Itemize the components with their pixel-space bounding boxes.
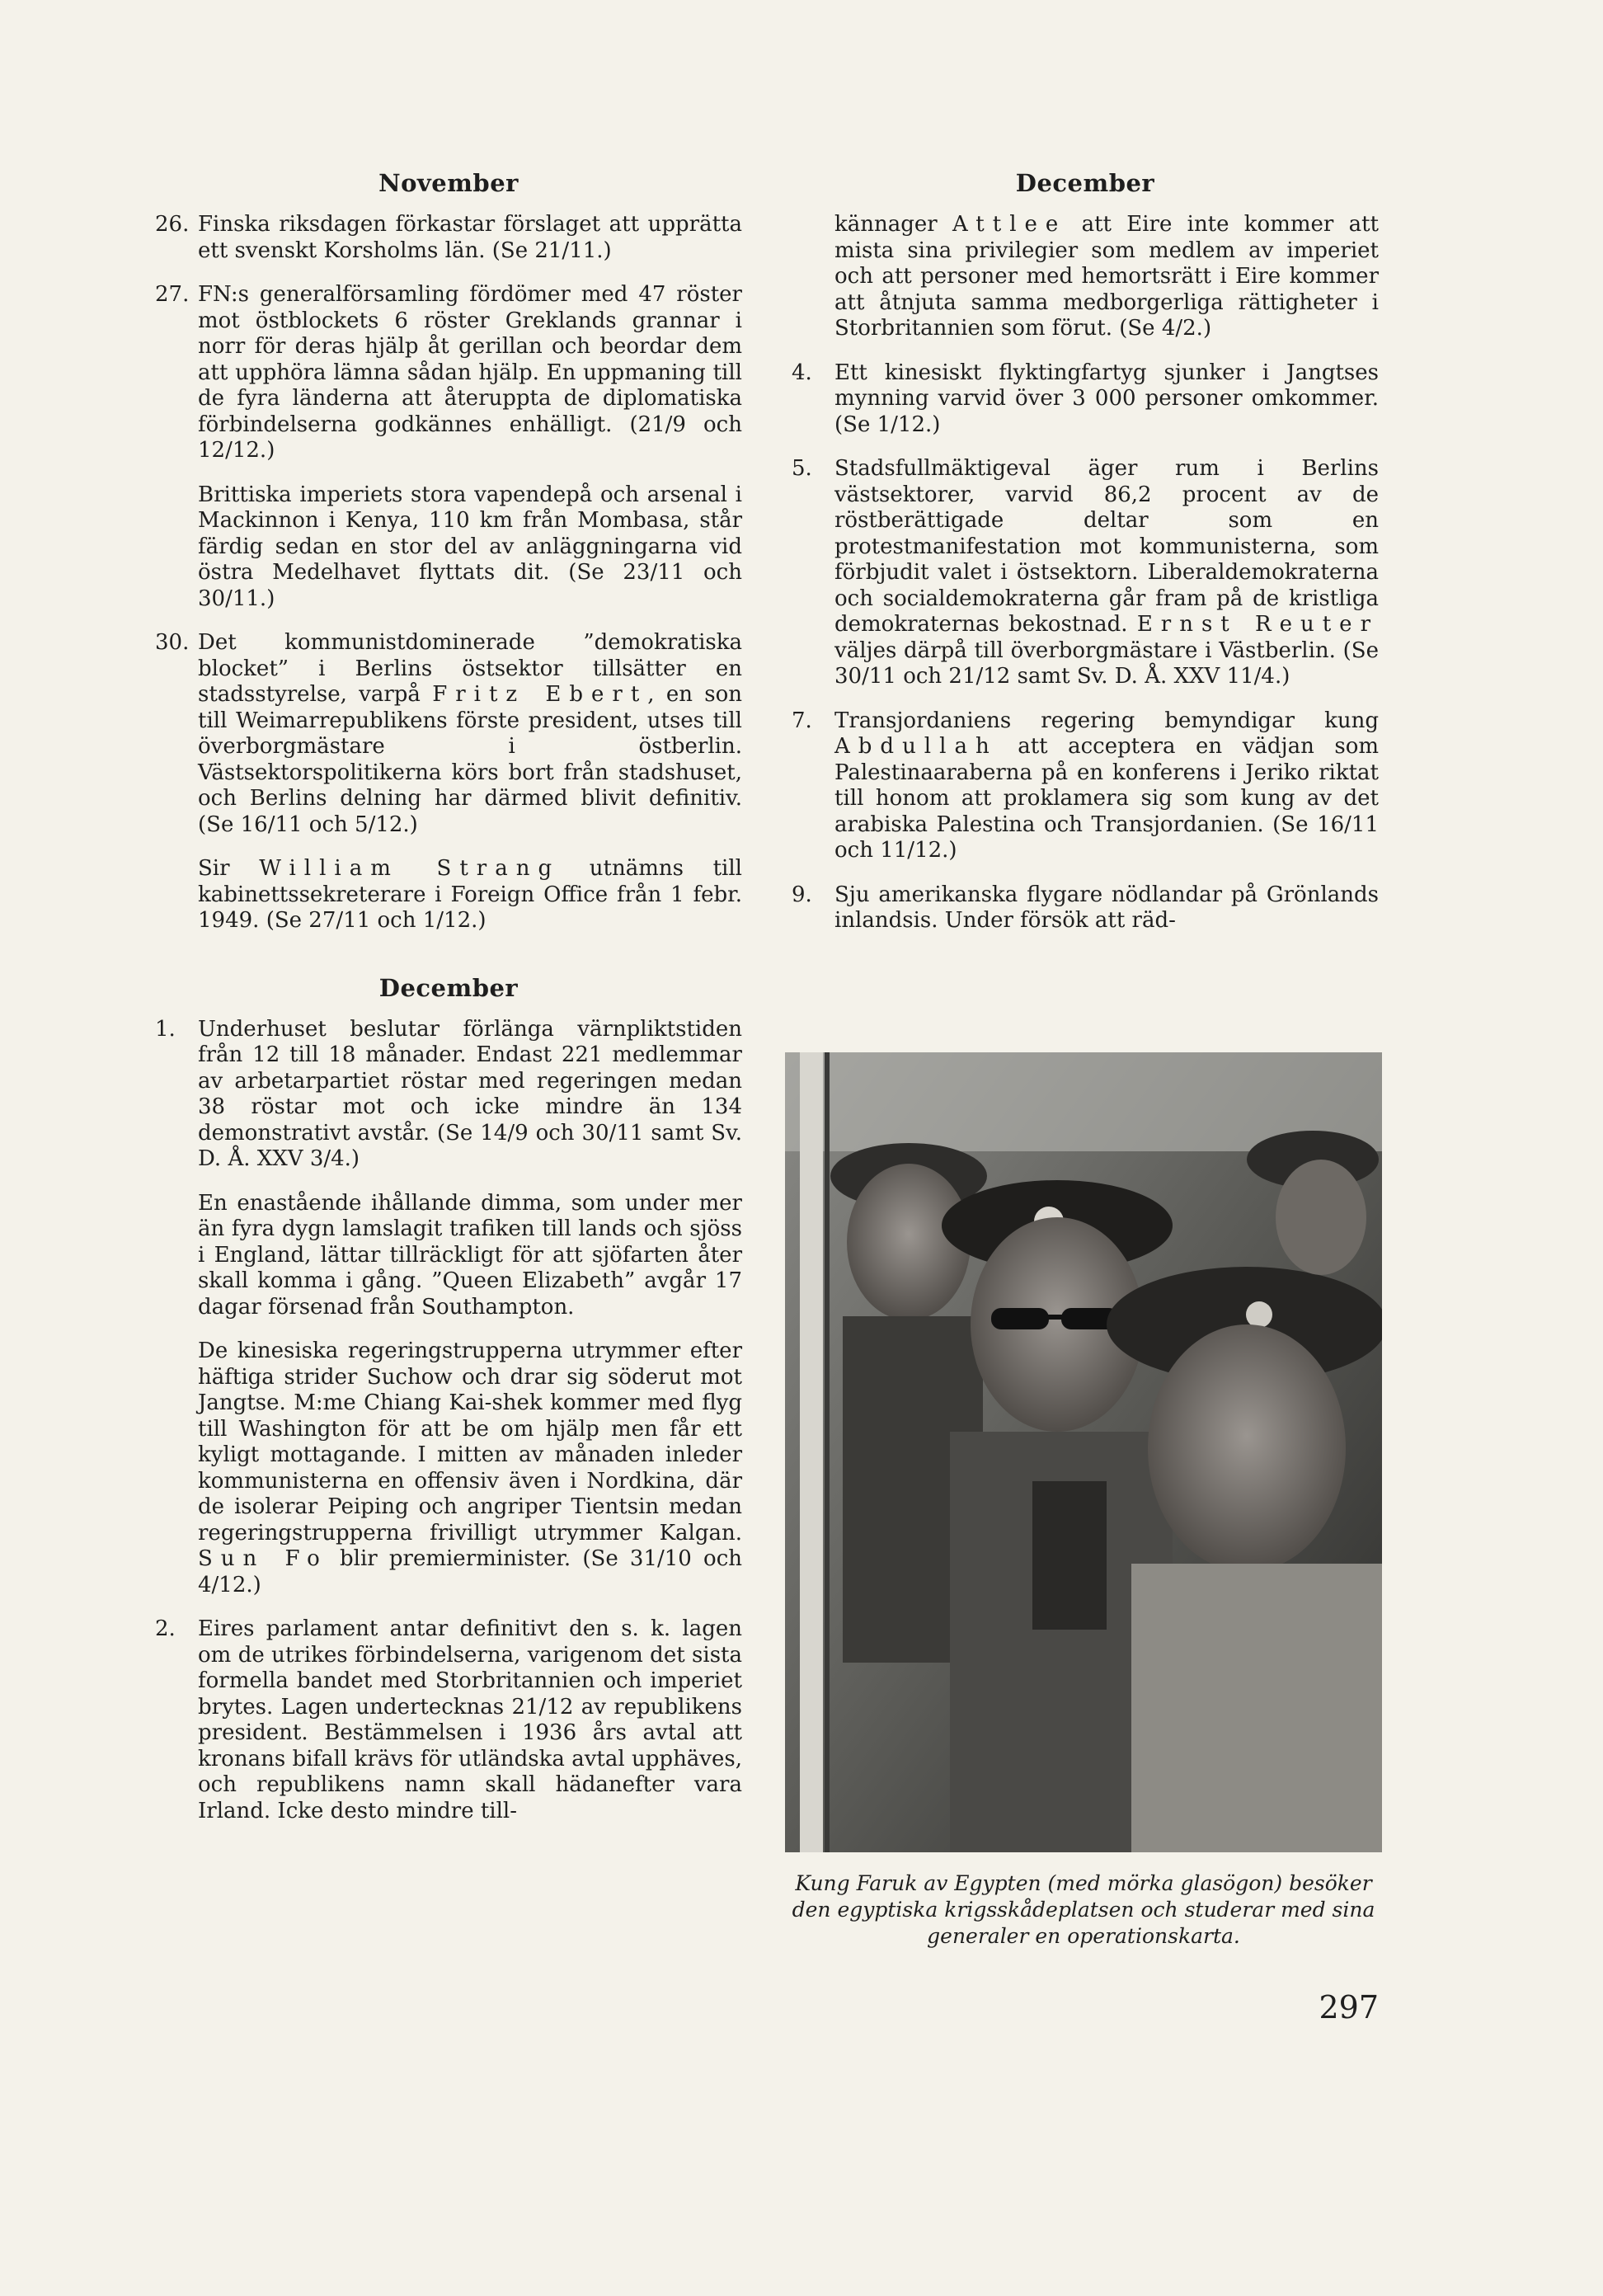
text-run: Stadsfullmäktigeval äger rum i Berlins västsektorer, varvid 86,2 procent av de röstberättigade deltar som en protestmanifestation mot kommunisterna, som förbjudit valet i östsektorn. Liberaldemokraterna och socialdemokraterna går fram på de kristliga demokraternas bekostnad. [834,456,1379,637]
entry-text: Ett kinesiskt flyktingfartyg sjunker i Jangtses mynning varvid över 3 000 personer omkommer. (Se 1/12.) [834,360,1379,437]
photograph-officers-icon [785,1052,1382,1852]
entry-dec-9 [792,882,1379,934]
person-name: Fritz Ebert [432,682,648,707]
page-number: 297 [1319,1989,1379,2025]
text-run: , en son till Weimarrepublikens förste president, utses till överborgmästare i östberlin. Västsektorspolitikerna körs bort från stadshuset, och Berlins delning har därmed blivit definitiv. (Se 16/11 och 5/12.) [198,682,742,837]
heading-december-continued: December [1015,169,1155,197]
entry-text: Underhuset beslutar förlänga värnpliktstiden från 12 till 18 månader. Endast 221 medlemmar av arbetarpartiet röstar med regeringen medan 38 röstar mot och icke mindre än 134 demonstrativt avstår. (Se 14/9 och 30/11 samt Sv. D. Å. XXV 3/4.) [198,1016,742,1171]
entry-number: 27. [155,282,190,307]
entry-dec-5 [792,456,1379,690]
entry-dec-2 [155,1616,742,1824]
entry-text: Eires parlament antar definitivt den s. k. lagen om de utrikes förbindelserna, varigenom det sista formella bandet med Storbritannien och imperiet brytes. Lagen undertecknas 21/12 av republikens president. Bestämmelsen i 1936 års avtal att kronans bifall krävs för utländska avtal upphäves, och republikens namn skall hädanefter vara Irland. Icke desto mindre till- [198,1616,742,1823]
entry-nov-30 [155,630,742,934]
entry-nov-27 [155,282,742,612]
entry-number: 5. [792,456,812,481]
text-run: kännager [834,212,952,237]
text-run: väljes därpå till överborgmästare i Västberlin. (Se 30/11 och 21/12 samt Sv. D. Å. XXV 11/4.) [834,638,1379,689]
person-name: Sun Fo [198,1546,328,1571]
text-run: utnämns till kabinettssekreterare i Foreign Office från 1 febr. 1949. (Se 27/11 och 1/12.) [198,856,742,933]
person-name: Ernst Reuter [1136,612,1379,637]
text-run: Sir [198,856,260,881]
left-column [155,169,742,1842]
person-name: William Strang [259,856,561,881]
entry-text: En enastående ihållande dimma, som under mer än fyra dygn lamslagit trafiken till lands och sjöss i England, lättar tillräckligt för att sjöfarten åter skall komma i gång. ”Queen Elizabeth” avgår 17 dagar försenad från Southampton. [198,1190,742,1320]
entry-text [198,856,742,934]
entry-number: 9. [792,882,812,907]
entry-continuation [834,212,1379,342]
heading-december: December [378,973,519,1002]
entry-number: 2. [155,1616,176,1641]
entry-dec-1 [155,1017,742,1599]
text-run: Transjordaniens regering bemyndigar kung [834,708,1379,733]
entry-number: 7. [792,708,812,733]
text-run: blir premierminister. (Se 31/10 och 4/12.) [198,1546,743,1597]
entry-number: 30. [155,630,190,655]
right-column [792,169,1379,953]
entry-text: FN:s generalförsamling fördömer med 47 röster mot östblockets 6 röster Greklands grannar i norr för deras hjälp åt gerillan och beordar dem att upphöra lämna sådan hjälp. En uppmaning till de fyra länderna att återuppta de diplomatiska förbindelserna godkännes enhälligt. (21/9 och 12/12.) [198,282,742,463]
entry-text: Finska riksdagen förkastar förslaget att upprätta ett svenskt Korsholms län. (Se 21/11.) [198,212,742,263]
text-run: Det kommunistdominerade ”demokratiska blocket” i Berlins östsektor tillsätter en stadsstyrelse, varpå [198,630,742,707]
person-name: Abdullah [834,734,998,759]
photograph [785,1052,1382,1852]
person-name: Attlee [952,212,1067,237]
entry-dec-7 [792,708,1379,864]
text-run: att Eire inte kommer att mista sina privilegier som medlem av imperiet och att personer med hemortsrätt i Eire kommer att åtnjuta samma medborgerliga rättigheter i Storbritannien som förut. (Se 4/2.) [834,212,1379,341]
entry-nov-26 [155,212,742,264]
entry-text: Brittiska imperiets stora vapendepå och arsenal i Mackinnon i Kenya, 110 km från Mombasa, står färdig sedan en stor del av anläggningarna vid östra Medelhavet flyttats dit. (Se 23/11 och 30/11.) [198,482,742,611]
entry-text [198,630,742,838]
entry-number: 1. [155,1016,176,1042]
entry-dec-4 [792,360,1379,439]
entry-text [834,708,1379,864]
entry-text [198,1339,742,1598]
photo-caption: Kung Faruk av Egypten (med mörka glasögon) besöker den egyptiska krigsskådeplatsen och studerar med sina generaler en operationskarta. [792,1871,1375,1948]
entry-text [834,456,1379,690]
entry-text: Sju amerikanska flygare nödlandar på Grönlands inlandsis. Under försök att räd- [834,882,1379,933]
entry-number: 4. [792,360,812,385]
heading-november: November [378,169,519,197]
text-run: att acceptera en vädjan som Palestinaaraberna på en konferens i Jeriko riktat till honom att proklamera sig som kung av det arabiska Palestina och Transjordanien. (Se 16/11 och 11/12.) [834,734,1379,863]
entry-number: 26. [155,212,190,237]
text-run: De kinesiska regeringstrupperna utrymmer efter häftiga strider Suchow och drar sig söderut mot Jangtse. M:me Chiang Kai-shek kommer med flyg till Washington för att be om hjälp men får ett kyligt mottagande. I mitten av månaden inleder kommunisterna en offensiv även i Nordkina, där de isolerar Peiping och angriper Tientsin medan regeringstrupperna frivilligt utrymmer Kalgan. [198,1339,742,1546]
